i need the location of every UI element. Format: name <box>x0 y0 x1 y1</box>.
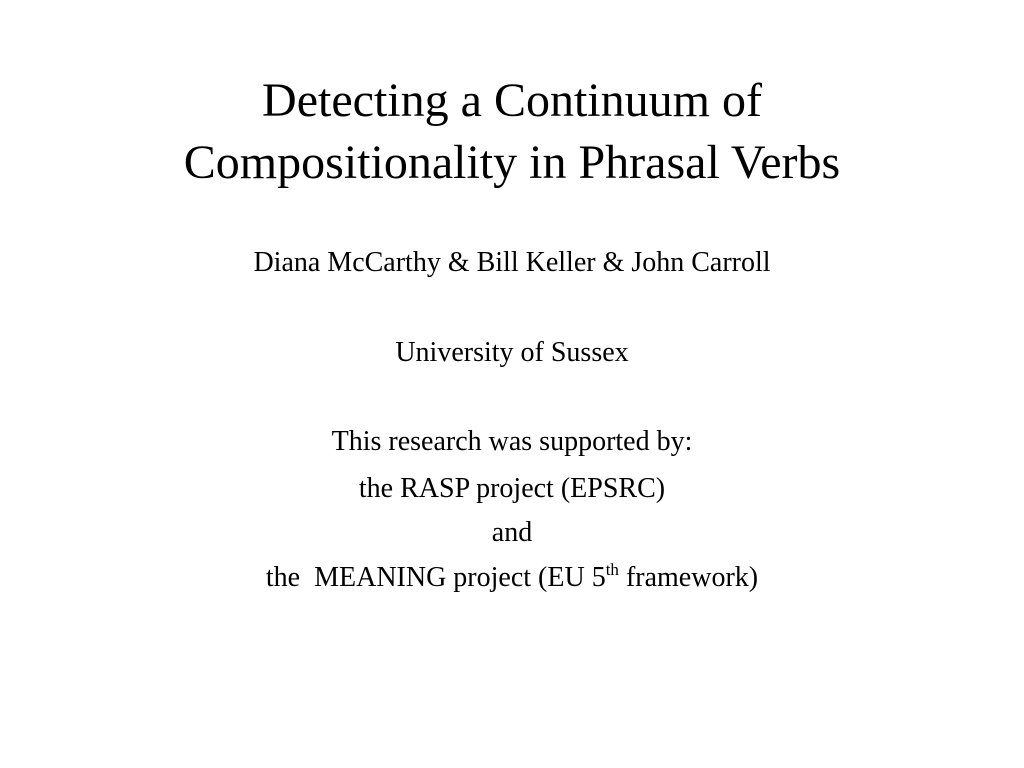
support-meaning-suffix: framework) <box>618 562 759 593</box>
affiliation-line: University of Sussex <box>395 337 629 368</box>
slide-title <box>0 70 1024 194</box>
support-heading: This research was supported by: <box>331 426 693 457</box>
support-meaning-line <box>0 561 1024 595</box>
title-line-2: Compositionality in Phrasal Verbs <box>183 136 841 189</box>
title-line-1: Detecting a Continuum of <box>262 74 762 127</box>
support-meaning-prefix: the MEANING project (EU 5 <box>265 562 606 593</box>
support-and-line: and <box>491 517 533 548</box>
support-rasp-line: the RASP project (EPSRC) <box>358 473 666 504</box>
support-meaning-superscript: th <box>605 560 619 579</box>
authors-line: Diana McCarthy & Bill Keller & John Carroll <box>253 247 771 278</box>
